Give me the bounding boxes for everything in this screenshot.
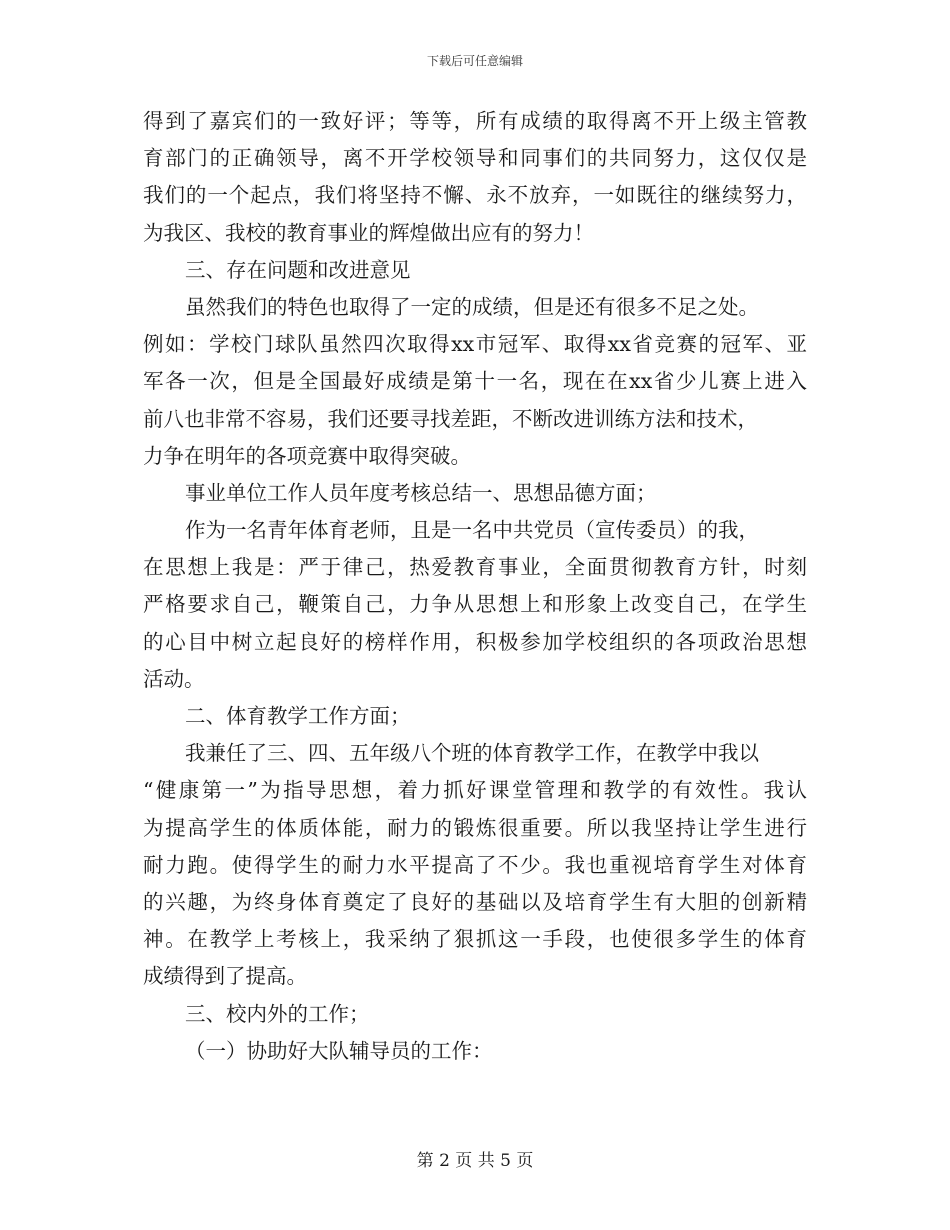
section-heading: 三、存在问题和改进意见 (185, 257, 411, 282)
text-line: 例如：学校门球队虽然四次取得xx市冠军、取得xx省竞赛的冠军、亚 (143, 332, 807, 357)
text-line: 作为一名青年体育老师，且是一名中共党员（宣传委员）的我， (185, 518, 759, 543)
text-line: 的兴趣，为终身体育奠定了良好的基础以及培育学生有大胆的创新精 (143, 889, 807, 914)
text-line: 神。在教学上考核上，我采纳了狠抓这一手段，也使很多学生的体育 (143, 927, 807, 952)
text-line: 严格要求自己，鞭策自己，力争从思想上和形象上改变自己，在学生 (143, 592, 807, 617)
page-number: 第 2 页 共 5 页 (416, 1151, 534, 1171)
subsection-heading: （一）协助好大队辅导员的工作： (185, 1038, 493, 1063)
section-heading: 三、校内外的工作； (185, 1001, 370, 1026)
text-line: 前八也非常不容易，我们还要寻找差距，不断改进训练方法和技术， (143, 406, 758, 431)
text-line: 为我区、我校的教育事业的辉煌做出应有的努力！ (143, 220, 594, 245)
document-body (143, 103, 807, 1070)
section-heading: 事业单位工作人员年度考核总结一、思想品德方面； (185, 480, 657, 505)
text-line: 为提高学生的体质体能，耐力的锻炼很重要。所以我坚持让学生进行 (143, 815, 807, 840)
text-line: 活动。 (143, 666, 205, 691)
text-line: “健康第一”为指导思想，着力抓好课堂管理和教学的有效性。我认 (143, 778, 807, 803)
section-heading: 二、体育教学工作方面； (185, 704, 411, 728)
text-line: 在思想上我是：严于律己，热爱教育事业，全面贯彻教育方针，时刻 (143, 555, 807, 580)
text-line: 我们的一个起点，我们将坚持不懈、永不放弃，一如既往的继续努力， (143, 183, 807, 208)
text-line: 军各一次，但是全国最好成绩是第十一名，现在在xx省少儿赛上进入 (143, 369, 807, 394)
text-line: 得到了嘉宾们的一致好评；等等，所有成绩的取得离不开上级主管教 (143, 109, 807, 133)
text-line: 我兼任了三、四、五年级八个班的体育教学工作，在教学中我以 (185, 741, 759, 766)
text-line: 育部门的正确领导，离不开学校领导和同事们的共同努力，这仅仅是 (143, 146, 807, 171)
text-line: 的心目中树立起良好的榜样作用，积极参加学校组织的各项政治思想 (143, 629, 807, 654)
text-line: 成绩得到了提高。 (143, 964, 307, 989)
text-line: 力争在明年的各项竞赛中取得突破。 (143, 443, 471, 468)
text-line: 耐力跑。使得学生的耐力水平提高了不少。我也重视培育学生对体育 (143, 852, 807, 877)
text-line: 虽然我们的特色也取得了一定的成绩，但是还有很多不足之处。 (185, 294, 759, 319)
page-header-note: 下载后可任意编辑 (426, 54, 523, 68)
